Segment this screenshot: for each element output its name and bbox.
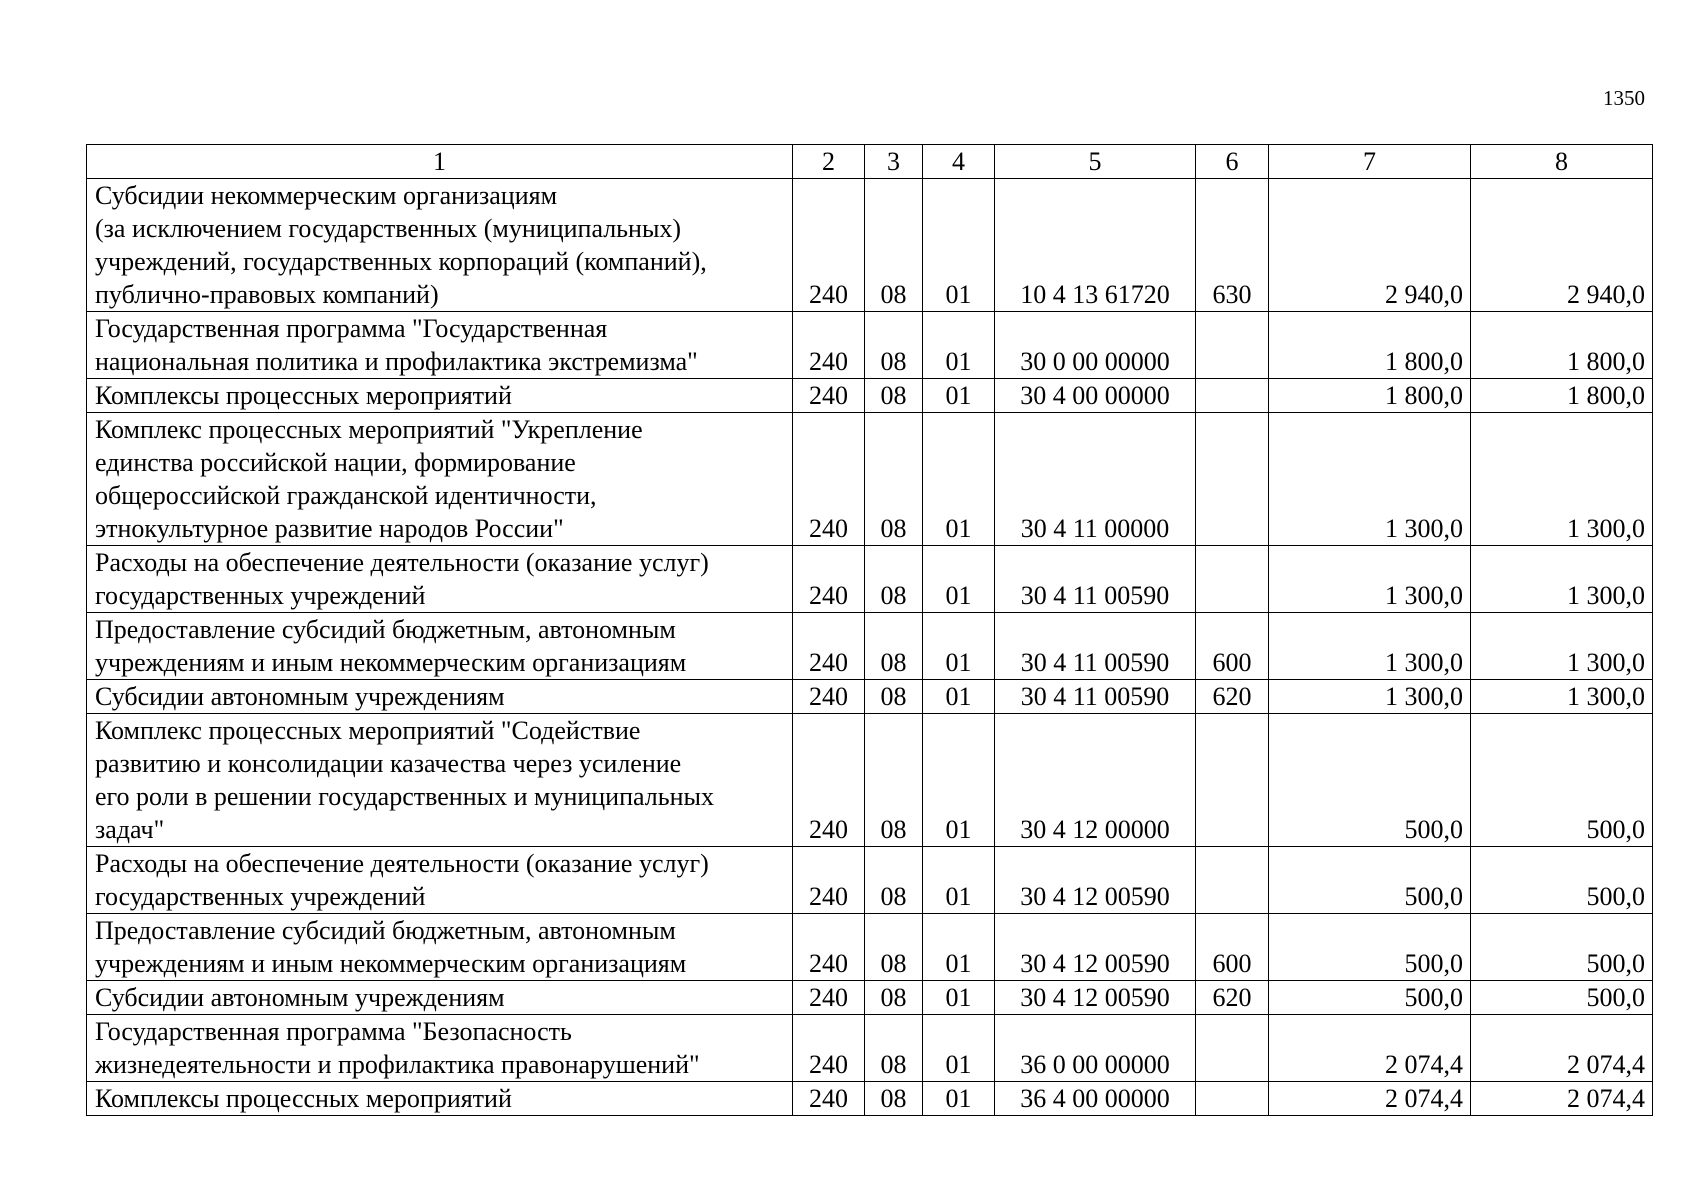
csr-cell: 36 4 00 00000 (995, 1082, 1196, 1116)
csr-cell: 30 4 11 00000 (995, 413, 1196, 546)
name-line: национальная политика и профилактика экстремизма" (95, 347, 698, 376)
csr-cell: 30 4 12 00000 (995, 714, 1196, 847)
rz-cell: 08 (865, 613, 923, 680)
header-cell-7: 7 (1269, 145, 1471, 179)
vr-cell (1196, 1015, 1269, 1082)
budget-table (86, 144, 1653, 1116)
table-row (87, 179, 1653, 312)
name-line: учреждениям и иным некоммерческим организациям (95, 949, 687, 978)
ved-cell: 240 (793, 546, 865, 613)
pr-cell: 01 (923, 1082, 995, 1116)
rz-cell: 08 (865, 981, 923, 1015)
vr-cell: 620 (1196, 981, 1269, 1015)
sum-col7-cell: 1 300,0 (1269, 546, 1471, 613)
vr-cell: 630 (1196, 179, 1269, 312)
csr-cell: 36 0 00 00000 (995, 1015, 1196, 1082)
sum-col7-cell: 1 800,0 (1269, 312, 1471, 379)
name-line: его роли в решении государственных и муниципальных (95, 782, 714, 811)
sum-col7-cell: 500,0 (1269, 914, 1471, 981)
name-cell (87, 714, 793, 847)
name-cell (87, 1082, 793, 1116)
header-cell-1: 1 (87, 145, 793, 179)
sum-col7-cell: 1 300,0 (1269, 413, 1471, 546)
name-line: Расходы на обеспечение деятельности (оказание услуг) (95, 849, 709, 878)
pr-cell: 01 (923, 312, 995, 379)
name-line: задач" (95, 815, 165, 844)
table-row (87, 847, 1653, 914)
header-cell-5: 5 (995, 145, 1196, 179)
name-cell (87, 413, 793, 546)
name-cell (87, 379, 793, 413)
name-line: Комплекс процессных мероприятий "Содействие (95, 716, 641, 745)
name-line: единства российской нации, формирование (95, 448, 576, 477)
name-cell (87, 914, 793, 981)
name-cell (87, 847, 793, 914)
vr-cell: 600 (1196, 914, 1269, 981)
sum-col8-cell: 1 300,0 (1471, 546, 1653, 613)
name-line: развитию и консолидации казачества через усиление (95, 749, 682, 778)
name-line: Субсидии автономным учреждениям (95, 983, 505, 1012)
pr-cell: 01 (923, 847, 995, 914)
vr-cell (1196, 379, 1269, 413)
name-line: Государственная программа "Безопасность (95, 1017, 572, 1046)
sum-col8-cell: 500,0 (1471, 714, 1653, 847)
pr-cell: 01 (923, 613, 995, 680)
csr-cell: 30 0 00 00000 (995, 312, 1196, 379)
ved-cell: 240 (793, 714, 865, 847)
csr-cell: 30 4 12 00590 (995, 914, 1196, 981)
header-cell-2: 2 (793, 145, 865, 179)
sum-col8-cell: 500,0 (1471, 981, 1653, 1015)
ved-cell: 240 (793, 981, 865, 1015)
rz-cell: 08 (865, 546, 923, 613)
table-row (87, 1015, 1653, 1082)
csr-cell: 10 4 13 61720 (995, 179, 1196, 312)
name-cell (87, 312, 793, 379)
sum-col7-cell: 500,0 (1269, 981, 1471, 1015)
header-cell-6: 6 (1196, 145, 1269, 179)
name-line: Комплексы процессных мероприятий (95, 381, 512, 410)
name-line: публично-правовых компаний) (95, 280, 439, 309)
ved-cell: 240 (793, 914, 865, 981)
pr-cell: 01 (923, 379, 995, 413)
rz-cell: 08 (865, 312, 923, 379)
table-row (87, 379, 1653, 413)
table-row (87, 714, 1653, 847)
sum-col8-cell: 2 074,4 (1471, 1015, 1653, 1082)
table-row (87, 546, 1653, 613)
csr-cell: 30 4 12 00590 (995, 981, 1196, 1015)
pr-cell: 01 (923, 546, 995, 613)
sum-col7-cell: 1 300,0 (1269, 680, 1471, 714)
pr-cell: 01 (923, 179, 995, 312)
rz-cell: 08 (865, 379, 923, 413)
rz-cell: 08 (865, 179, 923, 312)
csr-cell: 30 4 12 00590 (995, 847, 1196, 914)
name-line: (за исключением государственных (муниципальных) (95, 214, 682, 243)
table-row (87, 914, 1653, 981)
vr-cell: 620 (1196, 680, 1269, 714)
ved-cell: 240 (793, 312, 865, 379)
rz-cell: 08 (865, 847, 923, 914)
header-row (87, 145, 1653, 179)
name-cell (87, 1015, 793, 1082)
ved-cell: 240 (793, 1082, 865, 1116)
name-line: государственных учреждений (95, 882, 426, 911)
name-line: государственных учреждений (95, 581, 426, 610)
vr-cell (1196, 1082, 1269, 1116)
name-line: Комплексы процессных мероприятий (95, 1084, 512, 1113)
rz-cell: 08 (865, 413, 923, 546)
ved-cell: 240 (793, 847, 865, 914)
sum-col7-cell: 500,0 (1269, 714, 1471, 847)
name-cell (87, 179, 793, 312)
sum-col8-cell: 500,0 (1471, 914, 1653, 981)
pr-cell: 01 (923, 680, 995, 714)
page-number: 1350 (1603, 86, 1645, 110)
sum-col7-cell: 1 800,0 (1269, 379, 1471, 413)
sum-col7-cell: 500,0 (1269, 847, 1471, 914)
vr-cell (1196, 312, 1269, 379)
ved-cell: 240 (793, 379, 865, 413)
ved-cell: 240 (793, 413, 865, 546)
csr-cell: 30 4 00 00000 (995, 379, 1196, 413)
pr-cell: 01 (923, 413, 995, 546)
name-cell (87, 680, 793, 714)
header-cell-4: 4 (923, 145, 995, 179)
sum-col7-cell: 2 940,0 (1269, 179, 1471, 312)
pr-cell: 01 (923, 914, 995, 981)
header-cell-8: 8 (1471, 145, 1653, 179)
rz-cell: 08 (865, 1015, 923, 1082)
pr-cell: 01 (923, 1015, 995, 1082)
name-line: Расходы на обеспечение деятельности (оказание услуг) (95, 548, 709, 577)
sum-col8-cell: 2 074,4 (1471, 1082, 1653, 1116)
sum-col7-cell: 2 074,4 (1269, 1082, 1471, 1116)
vr-cell: 600 (1196, 613, 1269, 680)
csr-cell: 30 4 11 00590 (995, 680, 1196, 714)
sum-col8-cell: 1 300,0 (1471, 413, 1653, 546)
header-cell-3: 3 (865, 145, 923, 179)
sum-col8-cell: 1 300,0 (1471, 613, 1653, 680)
name-line: жизнедеятельности и профилактика правонарушений" (95, 1050, 700, 1079)
name-line: общероссийской гражданской идентичности, (95, 481, 597, 510)
rz-cell: 08 (865, 714, 923, 847)
sum-col7-cell: 2 074,4 (1269, 1015, 1471, 1082)
sum-col8-cell: 1 800,0 (1471, 312, 1653, 379)
name-cell (87, 613, 793, 680)
name-line: Субсидии некоммерческим организациям (95, 181, 558, 210)
name-line: Государственная программа "Государственная (95, 314, 608, 343)
sum-col8-cell: 500,0 (1471, 847, 1653, 914)
name-line: учреждений, государственных корпораций (компаний), (95, 247, 707, 276)
table-row (87, 680, 1653, 714)
sum-col8-cell: 1 800,0 (1471, 379, 1653, 413)
vr-cell (1196, 847, 1269, 914)
name-line: учреждениям и иным некоммерческим организациям (95, 648, 687, 677)
table-row (87, 1082, 1653, 1116)
name-line: Комплекс процессных мероприятий "Укрепление (95, 415, 643, 444)
vr-cell (1196, 714, 1269, 847)
ved-cell: 240 (793, 613, 865, 680)
name-line: Предоставление субсидий бюджетным, автономным (95, 615, 676, 644)
table-body (87, 145, 1653, 1116)
name-line: этнокультурное развитие народов России" (95, 514, 564, 543)
sum-col7-cell: 1 300,0 (1269, 613, 1471, 680)
csr-cell: 30 4 11 00590 (995, 613, 1196, 680)
sum-col8-cell: 1 300,0 (1471, 680, 1653, 714)
ved-cell: 240 (793, 680, 865, 714)
rz-cell: 08 (865, 680, 923, 714)
vr-cell (1196, 413, 1269, 546)
table-row (87, 981, 1653, 1015)
pr-cell: 01 (923, 981, 995, 1015)
sum-col8-cell: 2 940,0 (1471, 179, 1653, 312)
name-cell (87, 981, 793, 1015)
table-row (87, 312, 1653, 379)
ved-cell: 240 (793, 179, 865, 312)
name-cell (87, 546, 793, 613)
table-row (87, 613, 1653, 680)
name-line: Предоставление субсидий бюджетным, автономным (95, 916, 676, 945)
name-line: Субсидии автономным учреждениям (95, 682, 505, 711)
ved-cell: 240 (793, 1015, 865, 1082)
rz-cell: 08 (865, 914, 923, 981)
rz-cell: 08 (865, 1082, 923, 1116)
vr-cell (1196, 546, 1269, 613)
table-row (87, 413, 1653, 546)
pr-cell: 01 (923, 714, 995, 847)
csr-cell: 30 4 11 00590 (995, 546, 1196, 613)
